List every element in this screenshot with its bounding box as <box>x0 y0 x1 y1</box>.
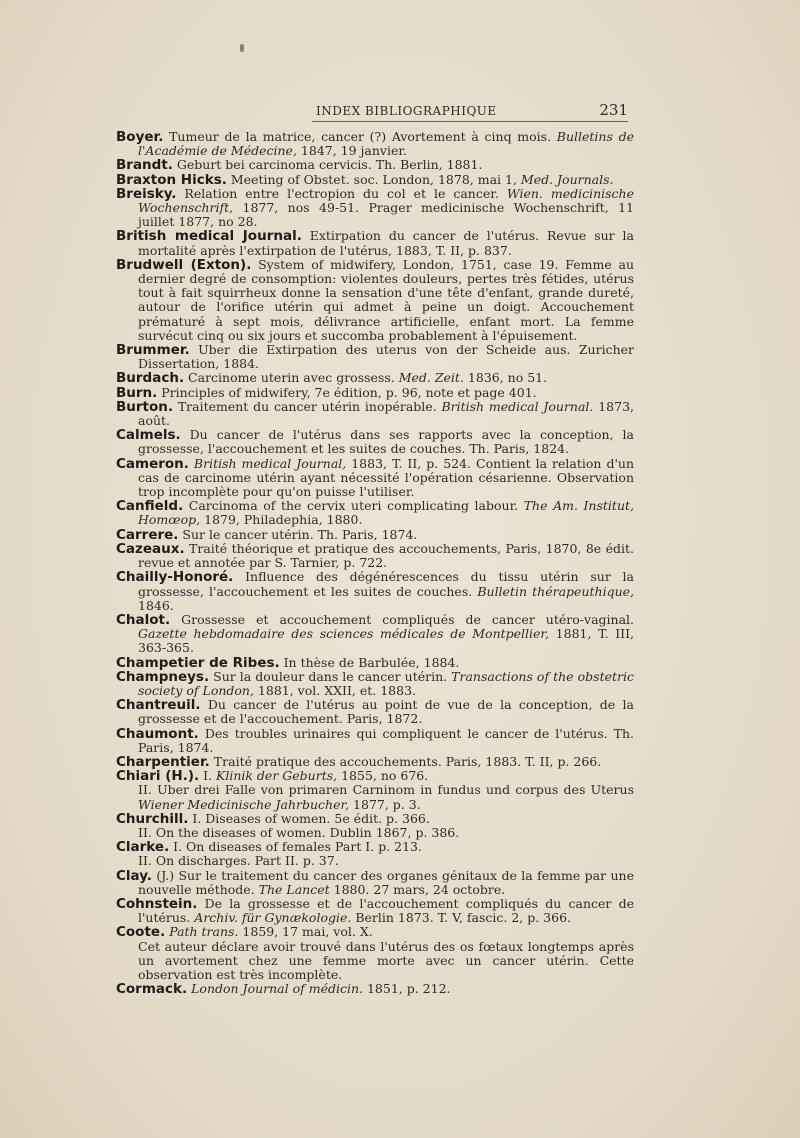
entry-author: Brandt. <box>116 157 173 174</box>
bibliography-entry <box>116 869 634 897</box>
entry-source: Med. Zeit. <box>398 370 464 386</box>
bibliography-entry <box>116 343 634 371</box>
entry-text: I. On diseases of females Part I. p. 213. <box>169 839 422 855</box>
entry-details: 1879, Philadephia, 1880. <box>200 512 363 528</box>
entry-author: Clay. <box>116 867 152 884</box>
entry-text: I. Diseases of women. 5e édit. p. 366. <box>188 810 430 826</box>
entry-text: Influence des dégénérescences du tissu utérin sur la grossesse, l'accouchement et les suites de couches. <box>138 569 634 599</box>
entry-author: Cohnstein. <box>116 895 198 912</box>
entry-author: Burn. <box>116 384 158 401</box>
entry-author: Coote. <box>116 924 166 941</box>
entry-text: Du cancer de l'utérus dans ses rapports avec la conception, la grossesse, l'accouchement et les suites de couches. Th. Paris, 1824. <box>138 427 634 457</box>
entry-details: 1855, no 676. <box>337 768 429 784</box>
entry-text: Tumeur de la matrice, cancer (?) Avortement à cinq mois. <box>163 129 557 144</box>
entry-author: Burdach. <box>116 370 185 387</box>
entry-source: Wien. medicinische Wochenschrift, <box>138 185 635 216</box>
entry-author: Cazeaux. <box>116 540 185 557</box>
entry-source: Transactions of the obstetric society of London, <box>138 668 634 698</box>
bibliography-entry <box>116 982 634 996</box>
page-mark <box>240 44 244 52</box>
entry-text: Grossesse et accouchement compliqués de cancer utéro-vaginal. <box>170 611 634 627</box>
entry-author: Cormack. <box>116 981 188 998</box>
entry-author: Canfield. <box>116 498 184 515</box>
entry-author: Burton. <box>116 398 174 415</box>
entry-author: Chalot. <box>116 611 171 628</box>
entry-text: (J.) Sur le traitement du cancer des organes génitaux de la femme par une nouvelle méthode. <box>138 867 634 897</box>
entry-text: Traité théorique et pratique des accouchements, Paris, 1870, 8e édit. revue et annotée par S. Tarnier, p. 722. <box>138 540 634 571</box>
entry-author: Cameron. <box>116 455 189 472</box>
entry-author: Charpentier. <box>116 753 210 770</box>
bibliography-entry <box>116 499 634 527</box>
entry-text: Sur le cancer utérin. Th. Paris, 1874. <box>178 526 418 542</box>
entry-details: 1877, p. 3. <box>349 796 421 812</box>
entry-author: Chaumont. <box>116 725 199 742</box>
entry-text: De la grossesse et de l'accouchement compliqués du cancer de l'utérus. <box>138 895 634 926</box>
bibliography-entry <box>116 769 634 783</box>
entry-text: Carcinome uterin avec grossess. <box>184 370 399 386</box>
entry-text: Relation entre l'ectropion du col et le cancer. <box>176 185 507 201</box>
entry-text: Extirpation du cancer de l'utérus. Revue sur la mortalité après l'extirpation de l'utérus, 1883, T. II, p. 837. <box>138 228 634 258</box>
entry-text: Cet auteur déclare avoir trouvé dans l'utérus des os fœtaux longtemps après un avortement chez une femme morte avec un cancer utérin. Cette observation est très incomplète. <box>138 938 634 982</box>
entry-author: Chailly-Honoré. <box>116 569 234 586</box>
entry-text: I. <box>199 768 216 784</box>
bibliography-entry <box>116 940 634 983</box>
bibliography-entry <box>116 925 634 939</box>
entry-text: Sur la douleur dans le cancer utérin. <box>209 668 452 684</box>
entry-details: 1881, vol. XXII, et. 1883. <box>253 682 416 698</box>
entry-author: Breisky. <box>116 185 177 202</box>
bibliography-entry <box>116 840 634 854</box>
bibliography-entry <box>116 457 634 500</box>
entry-source: London Journal of médicin. <box>191 981 363 997</box>
entry-source: The Am. Institut, Homœop, <box>138 498 634 528</box>
bibliography-entry <box>116 158 634 172</box>
header-rule <box>312 121 628 122</box>
entry-details: 1851, p. 212. <box>363 981 451 997</box>
entry-author: Brummer. <box>116 342 190 359</box>
entry-text: System of midwifery, London, 1751, case 19. Femme au dernier degré de consomption: violentes douleurs, pertes très fétides, utérus tout à fait squirrheux donne la sensation d'une tête d'enfant, grande dureté, autour de l'orifice utérin qui admet à peine un doigt. Accouchement prématuré à sept mois, délivrance artificielle, enfant mort. La femme survécut cinq ou six jours et succomba probablement à l'épuisement. <box>138 256 634 343</box>
entry-details: 1859, 17 mai, vol. X. <box>238 924 373 940</box>
entry-text: Geburt bei carcinoma cervicis. Th. Berlin, 1881. <box>172 157 483 173</box>
bibliography-entry <box>116 130 634 158</box>
entry-source: Bulletin thérapeuthique, <box>477 583 634 599</box>
entry-source: Wiener Medicinische Jahrbucher, <box>138 796 350 812</box>
entry-author: Carrere. <box>116 526 179 543</box>
bibliography-entry <box>116 528 634 542</box>
entry-text: II. On the diseases of women. Dublin 1867, p. 386. <box>138 824 460 840</box>
bibliography-entry <box>116 613 634 656</box>
entry-text: Traité pratique des accouchements. Paris, 1883. T. II, p. 266. <box>209 753 602 769</box>
bibliography-list <box>116 130 634 996</box>
bibliography-entry <box>116 542 634 570</box>
entry-source: Gazette hebdomadaire des sciences médicales de Montpellier, <box>138 626 550 642</box>
bibliography-entry <box>116 258 634 343</box>
entry-details: 1877, nos 49-51. Prager medicinische Wochenschrift, 11 juillet 1877, no 28. <box>138 200 634 230</box>
entry-author: Churchill. <box>116 810 189 827</box>
entry-source: Path trans. <box>169 924 239 940</box>
entry-text: II. Uber drei Falle von primaren Carninom in fundus und corpus des Uterus <box>138 782 634 798</box>
entry-text: Uber die Extirpation des uterus von der Scheide aus. Zuricher Dissertation, 1884. <box>138 342 634 372</box>
bibliography-entry <box>116 173 634 187</box>
entry-details: 1883, T. II, p. 524. Contient la relation d'un cas de carcinome utérin ayant nécessité l'opération césarienne. Observation trop incomplète pour qu'on puisse l'utiliser. <box>138 455 634 500</box>
entry-text: II. On discharges. Part II. p. 37. <box>138 853 339 869</box>
entry-text: Traitement du cancer utérin inopérable. <box>173 398 442 414</box>
entry-author: Boyer. <box>116 129 164 145</box>
entry-details: 1847, 19 janvier. <box>296 143 407 159</box>
bibliography-entry <box>116 386 634 400</box>
bibliography-entry <box>116 897 634 925</box>
bibliography-entry <box>116 428 634 456</box>
entry-author: Champneys. <box>116 668 210 685</box>
entry-author: British medical Journal. <box>116 228 302 245</box>
entry-text: In thèse de Barbulée, 1884. <box>279 654 460 670</box>
entry-details: 1880. 27 mars, 24 octobre. <box>329 881 506 897</box>
entry-author: Chantreuil. <box>116 697 201 714</box>
bibliography-entry <box>116 812 634 826</box>
entry-source: Bulletins de l'Académie de Médecine, <box>138 129 634 159</box>
entry-author: Champetier de Ribes. <box>116 654 280 671</box>
page-number: 231 <box>599 101 628 119</box>
entry-source: Archiv. für Gynækologie. <box>194 910 352 926</box>
entry-source: The Lancet <box>258 881 330 897</box>
entry-details: 1836, no 51. <box>463 370 548 386</box>
entry-source: British medical Journal. <box>441 398 594 414</box>
entry-text: Carcinoma of the cervix uteri complicating labour. <box>183 498 524 514</box>
entry-author: Clarke. <box>116 839 170 856</box>
running-head-title: INDEX BIBLIOGRAPHIQUE <box>316 104 497 118</box>
entry-text: Des troubles urinaires qui compliquent le cancer de l'utérus. Th. Paris, 1874. <box>138 725 634 755</box>
entry-author: Calmels. <box>116 427 181 444</box>
bibliography-entry <box>116 826 634 840</box>
bibliography-entry <box>116 400 634 428</box>
bibliography-entry <box>116 698 634 726</box>
entry-text: Principles of midwifery, 7e édition, p. 96, note et page 401. <box>157 384 537 400</box>
bibliography-entry <box>116 783 634 811</box>
entry-source: Klinik der Geburts, <box>216 768 338 784</box>
bibliography-entry <box>116 854 634 868</box>
entry-source: British medical Journal, <box>193 455 347 471</box>
entry-details: 1846. <box>138 597 174 613</box>
bibliography-entry <box>116 570 634 613</box>
bibliography-entry <box>116 187 634 230</box>
entry-author: Brudwell (Exton). <box>116 256 252 273</box>
entry-text: Du cancer de l'utérus au point de vue de la conception, de la grossesse et de l'accouchement. Paris, 1872. <box>138 697 634 727</box>
bibliography-entry <box>116 755 634 769</box>
entry-source: Med. Journals. <box>520 171 614 187</box>
bibliography-entry <box>116 371 634 385</box>
bibliography-entry <box>116 229 634 257</box>
bibliography-entry <box>116 656 634 670</box>
entry-text: Meeting of Obstet. soc. London, 1878, mai 1, <box>226 171 521 187</box>
entry-author: Braxton Hicks. <box>116 171 227 188</box>
entry-details: 1881, T. III, 363-365. <box>138 626 634 656</box>
bibliography-entry <box>116 727 634 755</box>
entry-details: 1873, août. <box>138 398 634 429</box>
entry-details: Berlin 1873. T. V, fascic. 2, p. 366. <box>351 910 572 926</box>
bibliography-entry <box>116 670 634 698</box>
entry-author: Chiari (H.). <box>116 768 200 785</box>
